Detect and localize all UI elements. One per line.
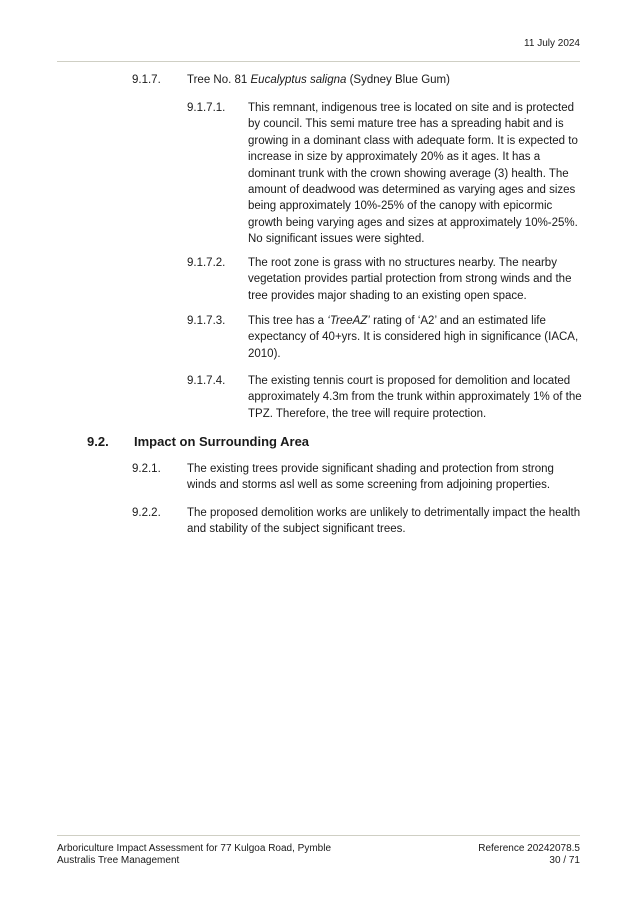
- footer-company: Australis Tree Management: [57, 855, 180, 866]
- paragraph-text: The proposed demolition works are unlikely to detrimentally impact the health and stability of the subject significant trees.: [187, 507, 581, 536]
- title-suffix: (Sydney Blue Gum): [346, 74, 450, 86]
- paragraph-text: This remnant, indigenous tree is located on site and is protected by council. This semi mature tree has a spreading habit and is growing in a dominant class with adequate form. It is expected to increase in size by approximately 20% as it ages. It has a dominant trunk with the crown showing average (3) health. The amount of deadwood was determined as varying ages and sizes being approximately 10%-25% of the canopy with epicormic growth being varying ages and sizes at approximately 10%-25%. No significant issues were sighted.: [248, 102, 578, 246]
- paragraph-text: The root zone is grass with no structures nearby. The nearby vegetation provides partial protection from strong winds and the tree provides major shading to an existing open space.: [248, 257, 572, 302]
- paragraph-number: 9.1.7.2.: [187, 257, 226, 269]
- species-name: Eucalyptus saligna: [250, 74, 347, 86]
- header-date: 11 July 2024: [524, 38, 580, 49]
- footer-document-title: Arboriculture Impact Assessment for 77 Kulgoa Road, Pymble: [57, 843, 332, 854]
- footer-right: [478, 843, 580, 867]
- treeaz-term: ‘TreeAZ’: [327, 315, 370, 327]
- heading-number: 9.2.: [87, 434, 109, 449]
- paragraph-number: 9.2.2.: [132, 507, 161, 519]
- footer-divider: [57, 835, 580, 836]
- paragraph-number: 9.1.7.1.: [187, 102, 226, 114]
- header-divider: [57, 61, 580, 62]
- paragraph-text: The existing trees provide significant shading and protection from strong winds and storms asl well as some screening from adjoining properties.: [187, 463, 554, 492]
- title-prefix: Tree No. 81: [187, 74, 251, 86]
- paragraph-number: 9.1.7.3.: [187, 315, 226, 327]
- footer-page-number: 30 / 71: [549, 855, 580, 866]
- footer-left: [57, 843, 331, 867]
- paragraph-text: The existing tennis court is proposed for demolition and located approximately 4.3m from the trunk within approximately 1% of the TPZ. Therefore, the tree will require protection.: [248, 375, 582, 420]
- footer-reference: Reference 20242078.5: [478, 843, 580, 854]
- paragraph-number: 9.2.1.: [132, 463, 161, 475]
- heading-number: 9.1.7.: [132, 74, 161, 86]
- heading-title: [187, 72, 527, 88]
- paragraph-number: 9.1.7.4.: [187, 375, 226, 387]
- heading-title: Impact on Surrounding Area: [134, 434, 310, 449]
- paragraph-text: [248, 313, 584, 362]
- text-before: This tree has a: [248, 315, 328, 327]
- text-after: rating of ‘A2’ and an estimated life expectancy of 40+yrs. It is considered high in significance (IACA, 2010).: [248, 315, 579, 360]
